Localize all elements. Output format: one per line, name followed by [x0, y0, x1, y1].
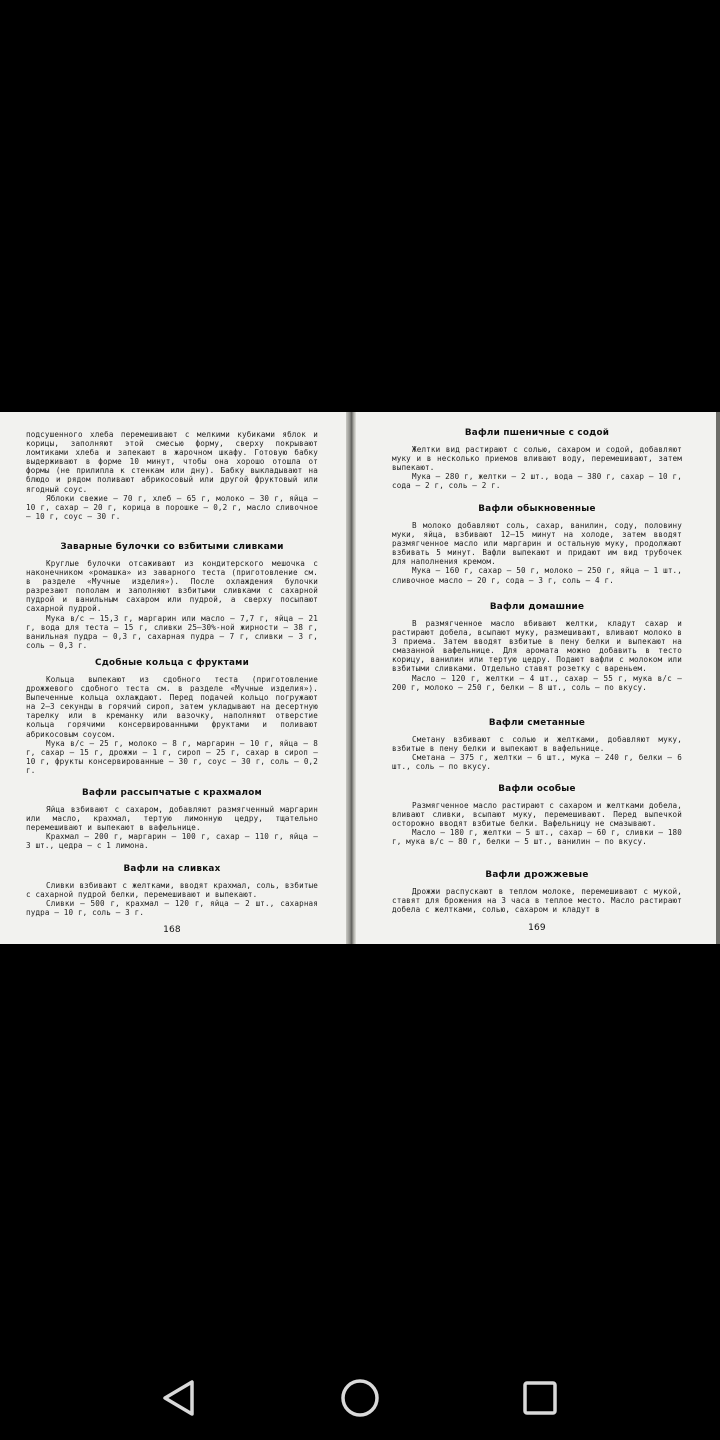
- page-edge: [716, 412, 720, 944]
- recipe-title: Заварные булочки со взбитыми сливками: [60, 542, 284, 552]
- recipe-title: Вафли пшеничные с содой: [464, 428, 610, 438]
- recipe-vafli-na-slivkah: [26, 864, 318, 917]
- home-button[interactable]: [338, 1376, 382, 1420]
- recipe-text: Круглые булочки отсаживают из кондитерского мешочка с наконечником «ромашка» из заварного теста (приготовление см. в разделе «Мучные изделия»). После охлаждения булочки разрезают пополам и заполняют взбитыми сливками с сахарной пудрой и ванильным сахаром или пудрой, а сверху посыпают сахарной пудрой.: [26, 559, 318, 614]
- recipe-ingredients: Крахмал — 200 г, маргарин — 100 г, сахар — 110 г, яйца — 3 шт., цедра — с 1 лимона.: [26, 832, 318, 851]
- recipe-ingredients: Сливки — 500 г, крахмал — 120 г, яйца — 2 шт., сахарная пудра — 10 г, соль — 3 г.: [26, 899, 318, 918]
- recipe-ingredients: Мука — 160 г, сахар — 50 г, молоко — 250 г, яйца — 1 шт., сливочное масло — 20 г, сода — 3 г, соль — 4 г.: [392, 566, 682, 585]
- page-number: 169: [528, 923, 546, 933]
- recipe-ingredients: Мука в/с — 25 г, молоко — 8 г, маргарин — 10 г, яйца — 8 г, сахар — 15 г, дрожжи — 1 г, сироп — 25 г, сахар в сироп — 10 г, фрукты консервированные — 30 г, соус — 30 г, соль — 0,2 г.: [26, 738, 318, 775]
- left-page: [26, 412, 318, 944]
- book-spread: [0, 412, 720, 944]
- back-triangle-icon: [158, 1376, 202, 1420]
- page-number: 168: [163, 925, 181, 935]
- recipe-vafli-obyknovennye: [392, 504, 682, 585]
- intro-paragraph: подсушенного хлеба перемешивают с мелкими кубиками яблок и корицы, заполняют этой смесью форму, сверху покрывают ломтиками хлеба и запекают в жарочном шкафу. Готовую бабку выдерживают в форме 10 минут, чтобы она хорошо отошла от формы (не прилипла к стенкам или дну). Бабку выкладывают на блюдо и рядом поливают абрикосовый или другой фруктовый или ягодный соус.: [26, 430, 318, 494]
- recipe-vafli-smetannye: [392, 718, 682, 771]
- recipe-title: Сдобные кольца с фруктами: [95, 658, 249, 668]
- recents-square-icon: [518, 1376, 562, 1420]
- right-page: [392, 412, 682, 944]
- back-button[interactable]: [158, 1376, 202, 1420]
- recipe-title: Вафли дрожжевые: [485, 870, 589, 880]
- home-circle-icon: [338, 1376, 382, 1420]
- recipe-text: Сливки взбивают с желтками, вводят крахмал, соль, взбитые с сахарной пудрой белки, перемешивают и выпекают.: [26, 881, 318, 900]
- recipe-ingredients: Сметана — 375 г, желтки — 6 шт., мука — 240 г, белки — 6 шт., соль — по вкусу.: [392, 753, 682, 772]
- recipe-ingredients: Масло — 180 г, желтки — 5 шт., сахар — 60 г, сливки — 180 г, мука в/с — 80 г, белки — 5 шт., ванилин — по вкусу.: [392, 828, 682, 847]
- recipe-text: Яйца взбивают с сахаром, добавляют размягченный маргарин или масло, крахмал, тертую лимонную цедру, тщательно перемешивают и выпекают в вафельнице.: [26, 805, 318, 833]
- recipe-zavarnye-bulochki: [26, 542, 318, 650]
- recipe-vafli-rassypchatye: [26, 788, 318, 850]
- recipe-ingredients: Мука в/с — 15,3 г, маргарин или масло — 7,7 г, яйца — 21 г, вода для теста — 15 г, сливки 25—30%-ной жирности — 38 г, ванильная пудра — 0,3 г, сахарная пудра — 7 г, сливки — 3 г, соль — 0,3 г.: [26, 613, 318, 650]
- recipe-vafli-pshenichnye: [392, 428, 682, 490]
- recipe-ingredients: Мука — 280 г, желтки — 2 шт., вода — 380 г, сахар — 10 г, сода — 2 г, соль — 2 г.: [392, 472, 682, 491]
- left-intro-block: [26, 430, 318, 521]
- recents-button[interactable]: [518, 1376, 562, 1420]
- recipe-vafli-drozhzhevye: [392, 870, 682, 914]
- recipe-vafli-domashnie: [392, 602, 682, 692]
- recipe-vafli-osobye: [392, 784, 682, 846]
- recipe-title: Вафли домашние: [489, 602, 585, 612]
- system-navigation-bar: [0, 1354, 720, 1440]
- recipe-text: Кольца выпекают из сдобного теста (приготовление дрожжевого сдобного теста см. в разделе «Мучные изделия»). Выпеченные кольца охлаждают. Перед подачей кольцо погружают на 2—3 секунды в горячий сироп, затем укладывают на десертную тарелку или в креманку или вазочку, наполняют отверстие кольца горячими консервированными фруктами и поливают абрикосовым соусом.: [26, 675, 318, 739]
- recipe-title: Вафли на сливках: [123, 864, 221, 874]
- recipe-text: В молоко добавляют соль, сахар, ванилин, соду, половину муки, яйца, взбивают 12—15 минут на холоде, затем вводят размягченное масло или маргарин и остальную муку, продолжают взбивать 5 минут. Вафли выпекают и придают им вид трубочек для наполнения кремом.: [392, 521, 682, 567]
- recipe-title: Вафли обыкновенные: [478, 504, 596, 514]
- recipe-text: Сметану взбивают с солью и желтками, добавляют муку, взбитые в пену белки и выпекают в вафельнице.: [392, 735, 682, 754]
- recipe-title: Вафли рассыпчатые с крахмалом: [81, 788, 262, 798]
- recipe-sdobnye-koltsa: [26, 658, 318, 775]
- recipe-title: Вафли сметанные: [488, 718, 586, 728]
- recipe-text: В размягченное масло вбивают желтки, кладут сахар и растирают добела, всыпают муку, размешивают, вливают молоко в 3 приема. Затем вводят взбитые в пену белки и выпекают на смазанной вафельнице. Для аромата можно добавить в тесто корицу, ванилин или тертую цедру. Подают вафли с молоком или взбитыми сливками. Отдельно ставят розетку с вареньем.: [392, 619, 682, 674]
- recipe-text: Размягченное масло растирают с сахаром и желтками добела, вливают сливки, всыпают муку, перемешивают. Перед выпечкой осторожно вводят взбитые белки. Вафельницу не смазывают.: [392, 801, 682, 829]
- book-gutter: [346, 412, 356, 944]
- recipe-text: Дрожжи распускают в теплом молоке, перемешивают с мукой, ставят для брожения на 3 часа в теплое место. Масло растирают добела с желтками, солью, сахаром и кладут в: [392, 887, 682, 915]
- recipe-title: Вафли особые: [498, 784, 576, 794]
- recipe-ingredients: Масло — 120 г, желтки — 4 шт., сахар — 55 г, мука в/с — 200 г, молоко — 250 г, белки — 8 шт., соль — по вкусу.: [392, 673, 682, 692]
- intro-ingredients: Яблоки свежие — 70 г, хлеб — 65 г, молоко — 30 г, яйца — 10 г, сахар — 20 г, корица в порошке — 0,2 г, масло сливочное — 10 г, соус — 30 г.: [26, 493, 318, 521]
- recipe-text: Желтки вид растирают с солью, сахаром и содой, добавляют муку и в несколько приемов вливают воду, перемешивают, затем выпекают.: [392, 445, 682, 473]
